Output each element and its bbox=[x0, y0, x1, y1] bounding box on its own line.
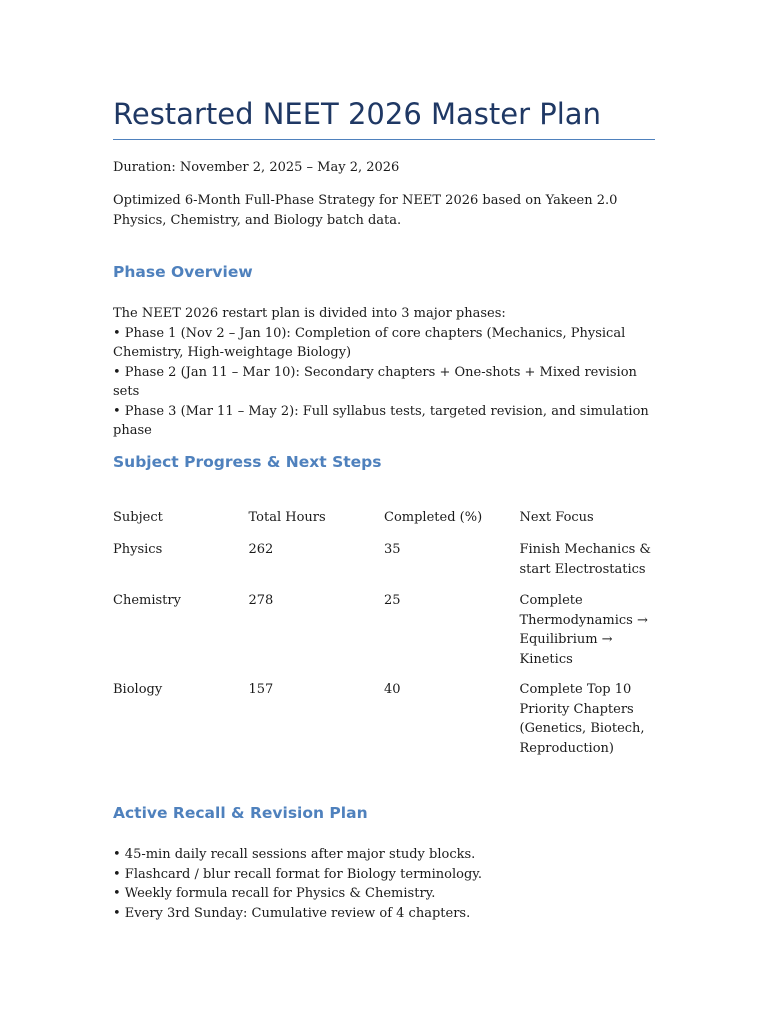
table-header-row bbox=[113, 508, 658, 540]
header-subject: Subject bbox=[113, 510, 163, 525]
table-row bbox=[113, 680, 658, 770]
cell-completed: 40 bbox=[384, 682, 401, 697]
subject-progress-table bbox=[113, 508, 658, 770]
list-item: • 45-min daily recall sessions after major study blocks. bbox=[113, 847, 476, 862]
list-item: • Flashcard / blur recall format for Biology terminology. bbox=[113, 866, 483, 882]
cell-focus: Complete Top 10 Priority Chapters (Genetics, Biotech, Reproduction) bbox=[519, 682, 645, 756]
cell-focus: Finish Mechanics & start Electrostatics bbox=[519, 542, 651, 577]
intro-paragraph: Optimized 6-Month Full-Phase Strategy for NEET 2026 based on Yakeen 2.0 Physics, Chemistry, and Biology batch data. bbox=[113, 193, 618, 228]
phase-item-3: • Phase 3 (Mar 11 – May 2): Full syllabus tests, targeted revision, and simulation phase bbox=[113, 403, 649, 438]
subject-progress-heading: Subject Progress & Next Steps bbox=[113, 453, 382, 471]
cell-completed: 25 bbox=[384, 593, 401, 608]
phase-lead: The NEET 2026 restart plan is divided into 3 major phases: bbox=[113, 306, 506, 321]
table-row bbox=[113, 540, 658, 591]
recall-plan-heading: Active Recall & Revision Plan bbox=[113, 804, 368, 822]
phase-item-1: • Phase 1 (Nov 2 – Jan 10): Completion of core chapters (Mechanics, Physical Chemistry, High-weightage Biology) bbox=[113, 325, 626, 360]
table-row bbox=[113, 591, 658, 680]
header-completed: Completed (%) bbox=[384, 510, 483, 525]
header-total-hours: Total Hours bbox=[248, 510, 326, 525]
duration-text: Duration: November 2, 2025 – May 2, 2026 bbox=[113, 160, 400, 175]
phase-item-2: • Phase 2 (Jan 11 – Mar 10): Secondary chapters + One-shots + Mixed revision sets bbox=[113, 364, 637, 399]
list-item: • Weekly formula recall for Physics & Chemistry. bbox=[113, 886, 436, 901]
cell-focus: Complete Thermodynamics → Equilibrium → Kinetics bbox=[519, 593, 648, 667]
phase-overview-heading: Phase Overview bbox=[113, 263, 253, 281]
list-item: • Every 3rd Sunday: Cumulative review of 4 chapters. bbox=[113, 905, 471, 921]
document-title: Restarted NEET 2026 Master Plan bbox=[113, 94, 655, 140]
cell-completed: 35 bbox=[384, 542, 401, 557]
cell-hours: 157 bbox=[248, 682, 274, 697]
recall-plan-list bbox=[113, 845, 658, 923]
phase-overview-body bbox=[113, 304, 658, 441]
cell-subject: Chemistry bbox=[113, 593, 181, 608]
header-next-focus: Next Focus bbox=[519, 510, 594, 525]
cell-hours: 262 bbox=[248, 542, 274, 557]
cell-subject: Biology bbox=[113, 682, 163, 697]
cell-subject: Physics bbox=[113, 542, 163, 557]
cell-hours: 278 bbox=[248, 593, 274, 608]
